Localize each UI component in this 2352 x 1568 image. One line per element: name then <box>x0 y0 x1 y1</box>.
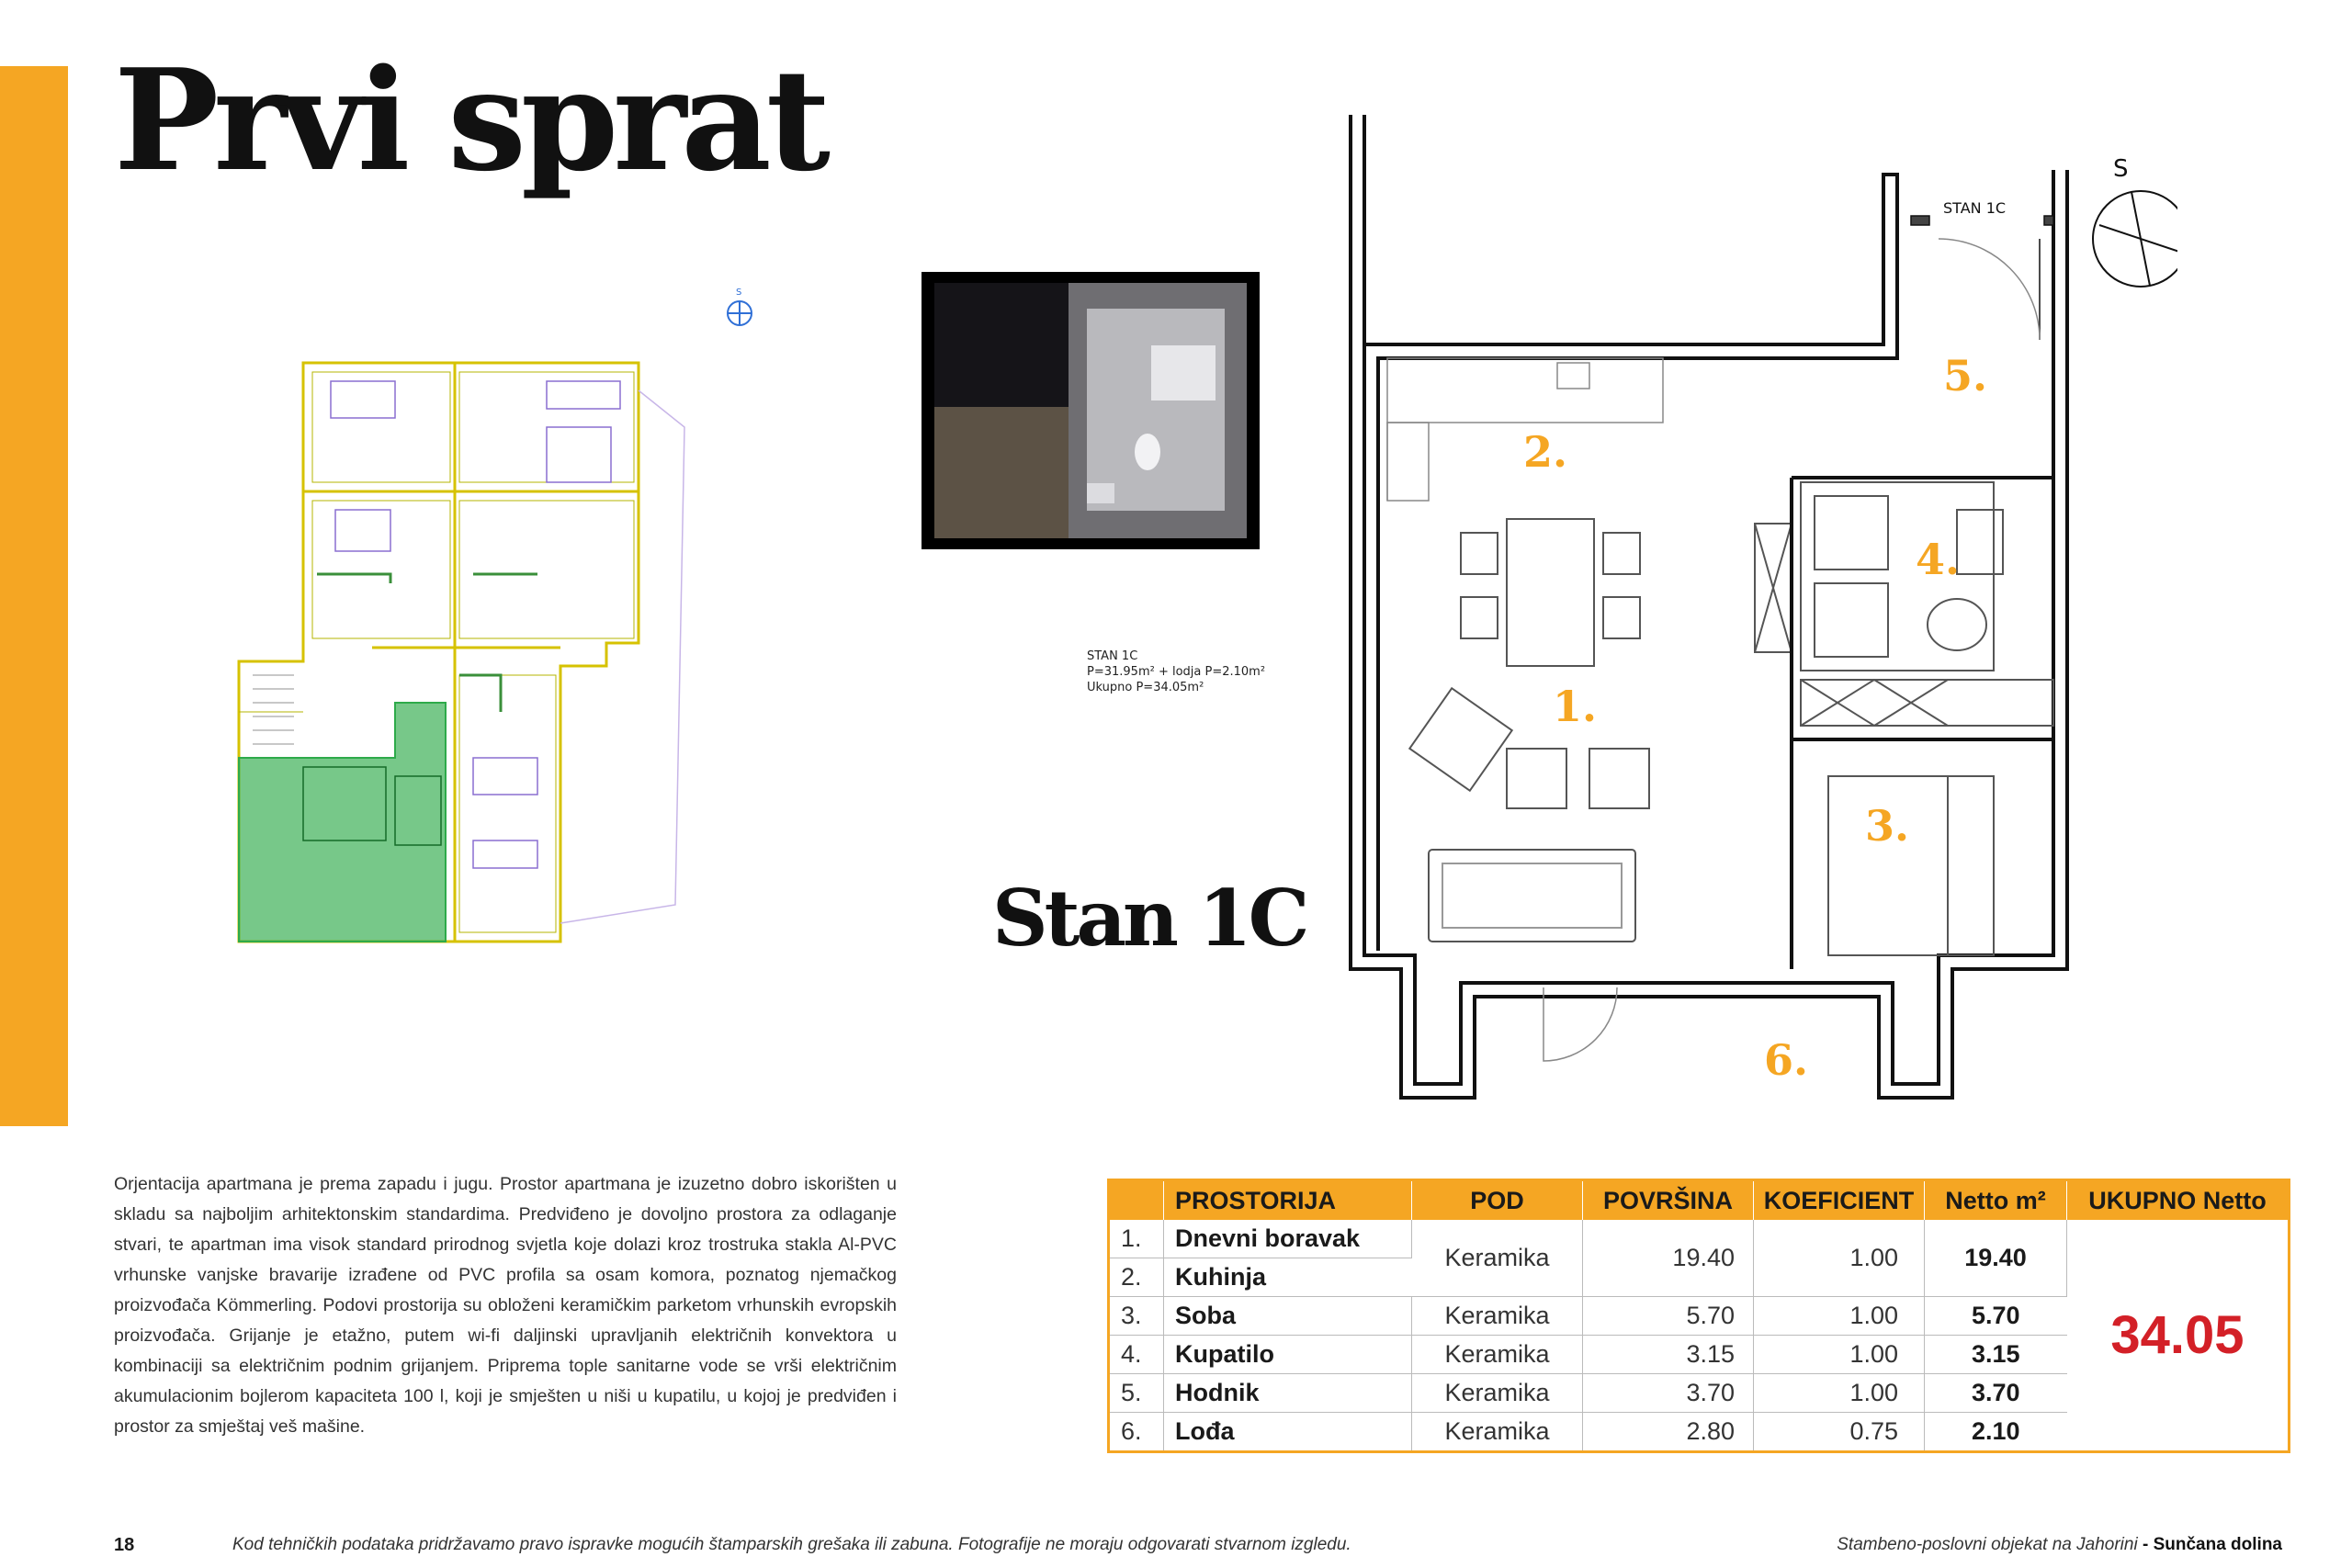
footer-disclaimer: Kod tehničkih podataka pridržavamo pravo ispravke mogućih štamparskih grešaka ili zabuna. Fotografije ne moraju odgovarati stvarnom izgledu. <box>232 1535 1351 1554</box>
room-area-table <box>1107 1179 2290 1453</box>
room-area: 3.70 <box>1583 1374 1754 1413</box>
room-marker-4: 4. <box>1916 535 1961 584</box>
room-marker-6: 6. <box>1764 1035 1809 1085</box>
site-floor-plan <box>198 280 841 955</box>
apartment-description: Orjentacija apartmana je prema zapadu i jugu. Prostor apartmana je izuzetno dobro iskorišten u skladu sa najboljim arhitektonskim standardima. Predviđeno je dovoljno prostora za odlaganje stvari, te apartman ima visok standard prirodnog svjetla koje dolazi kroz trostruka stakla Al-PVC vrhunske vanjske bravarije izrađene od PVC profila sa osam komora, poznatog njemačkog proizvođača Kömmerling. Podovi prostorija su obloženi keramičkim parketom vrhunskih evropskih proizvođača. Grijanje je etažno, putem wi-fi daljinski upravljanih električnih konvektora u kombinaciji sa električnim podnim grijanjem. Priprema tople sanitarne vode se vrši električnim akumulacionim bojlerom kapaciteta 100 l, koji je smješten u niši u kupatilu, u kojoj je predviđen i prostor za smještaj veš mašine. <box>114 1174 897 1437</box>
floor-material: Keramika <box>1412 1220 1583 1297</box>
room-netto: 3.15 <box>1925 1336 2067 1374</box>
unit-area-caption <box>1087 649 1265 695</box>
floor-material: Keramika <box>1412 1336 1583 1374</box>
floor-material: Keramika <box>1412 1374 1583 1413</box>
room-netto: 19.40 <box>1925 1220 2067 1297</box>
room-area: 2.80 <box>1583 1413 1754 1452</box>
room-name: Hodnik <box>1164 1374 1412 1413</box>
header-ukupno-netto: UKUPNO Netto <box>2067 1180 2290 1221</box>
brand-separator: - <box>2137 1535 2154 1554</box>
header-koeficient: KOEFICIENT <box>1754 1180 1925 1221</box>
header-netto: Netto m² <box>1925 1180 2067 1221</box>
table-header-row <box>1109 1180 2290 1221</box>
room-coefficient: 1.00 <box>1754 1220 1925 1297</box>
row-number: 4. <box>1109 1336 1164 1374</box>
row-number: 3. <box>1109 1297 1164 1336</box>
plan-unit-label: STAN 1C <box>1943 199 2007 217</box>
room-netto: 3.70 <box>1925 1374 2067 1413</box>
page-number: 18 <box>114 1535 135 1555</box>
room-area: 19.40 <box>1583 1220 1754 1297</box>
unit-heading: Stan 1C <box>992 873 1306 964</box>
row-number: 1. <box>1109 1220 1164 1258</box>
caption-area-total: Ukupno P=34.05m² <box>1087 681 1204 694</box>
unit-floor-plan <box>1314 115 2177 1125</box>
room-marker-3: 3. <box>1865 801 1910 851</box>
room-name: Soba <box>1164 1297 1412 1336</box>
footer-brand <box>1837 1535 2282 1555</box>
site-compass <box>728 288 752 325</box>
brand-subtitle: Stambeno-poslovni objekat na Jahorini <box>1837 1535 2138 1554</box>
room-netto: 5.70 <box>1925 1297 2067 1336</box>
header-povrsina: POVRŠINA <box>1583 1180 1754 1221</box>
plan-compass-label: S <box>2113 155 2129 183</box>
brand-name: Sunčana dolina <box>2153 1535 2282 1554</box>
page-title: Prvi sprat <box>114 38 825 202</box>
total-netto: 34.05 <box>2110 1305 2245 1365</box>
plan-compass <box>2093 155 2177 287</box>
floor-material: Keramika <box>1412 1297 1583 1336</box>
room-area: 3.15 <box>1583 1336 1754 1374</box>
room-name: Lođa <box>1164 1413 1412 1452</box>
room-name: Kuhinja <box>1164 1258 1412 1297</box>
room-netto: 2.10 <box>1925 1413 2067 1452</box>
room-coefficient: 1.00 <box>1754 1374 1925 1413</box>
room-marker-1: 1. <box>1553 682 1598 731</box>
caption-unit-name: STAN 1C <box>1087 649 1138 663</box>
header-pod: POD <box>1412 1180 1583 1221</box>
highlighted-apartment <box>239 703 446 942</box>
accent-bar <box>0 66 68 1126</box>
room-coefficient: 1.00 <box>1754 1297 1925 1336</box>
header-prostorija: PROSTORIJA <box>1164 1180 1412 1221</box>
table-row <box>1109 1220 2290 1258</box>
room-area: 5.70 <box>1583 1297 1754 1336</box>
floor-material: Keramika <box>1412 1413 1583 1452</box>
room-marker-5: 5. <box>1943 351 1988 400</box>
room-coefficient: 1.00 <box>1754 1336 1925 1374</box>
room-name: Dnevni boravak <box>1164 1220 1412 1258</box>
site-compass-label: S <box>736 288 742 298</box>
room-name: Kupatilo <box>1164 1336 1412 1374</box>
row-number: 5. <box>1109 1374 1164 1413</box>
room-coefficient: 0.75 <box>1754 1413 1925 1452</box>
header-number <box>1109 1180 1164 1221</box>
row-number: 2. <box>1109 1258 1164 1297</box>
room-marker-2: 2. <box>1523 427 1568 477</box>
row-number: 6. <box>1109 1413 1164 1452</box>
caption-area-breakdown: P=31.95m² + lodja P=2.10m² <box>1087 665 1266 679</box>
interior-render-image <box>922 272 1260 549</box>
